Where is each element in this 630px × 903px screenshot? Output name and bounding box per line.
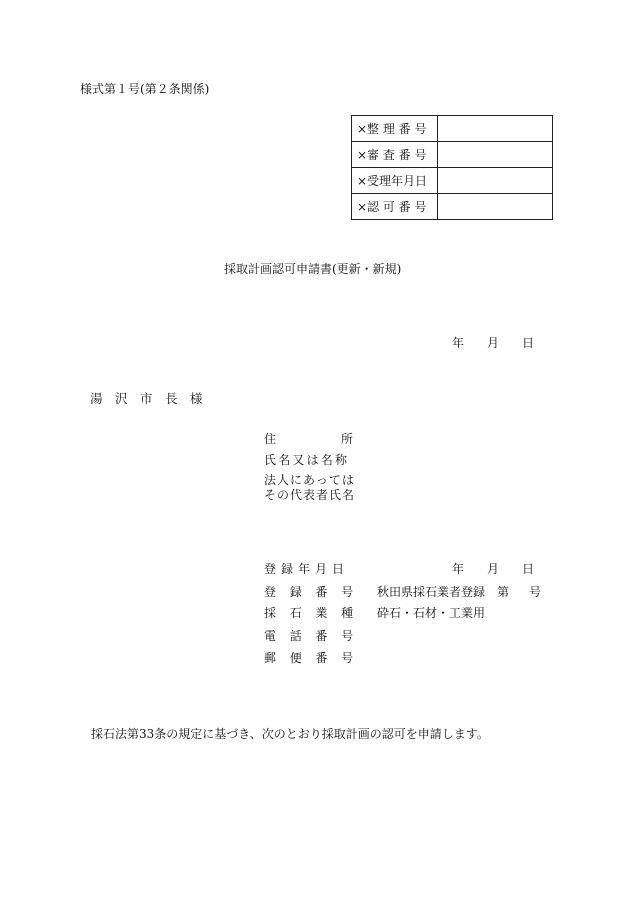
document-title: 採取計画認可申請書(更新・新規) (224, 262, 402, 276)
addressee: 湯 沢 市 長 様 (90, 391, 203, 406)
name-label: 氏名又は名称 (264, 453, 350, 467)
phone-label: 電話番号 (264, 629, 367, 643)
address-label-char: 住 (264, 432, 277, 446)
office-row-label: ×審 査 番 号 (352, 142, 438, 168)
table-row (352, 116, 553, 142)
office-row-value[interactable] (438, 142, 553, 168)
month-label: 月 (486, 336, 499, 350)
registration-number-value: 秋田県採石業者登録 第 (377, 585, 510, 599)
registration-date-label: 登録年月日 (264, 562, 350, 576)
representative-label-line1: 法人にあっては (264, 473, 355, 487)
registration-date (452, 562, 534, 576)
table-row (352, 194, 553, 220)
address-label-char: 所 (340, 432, 353, 446)
day-label: 日 (521, 562, 534, 576)
office-row-value[interactable] (438, 168, 553, 194)
office-row-label: ×整 理 番 号 (352, 116, 438, 142)
postal-code-label: 郵便番号 (264, 651, 367, 665)
office-row-label: ×受理年月日 (352, 168, 438, 194)
month-label: 月 (486, 562, 499, 576)
quarry-type-value: 砕石・石材・工業用 (377, 606, 486, 620)
registration-number-suffix: 号 (529, 585, 542, 599)
form-number: 様式第１号(第２条関係) (80, 82, 210, 96)
day-label: 日 (521, 336, 534, 350)
registration-number-label: 登録番号 (264, 585, 367, 599)
year-label: 年 (452, 336, 465, 350)
year-label: 年 (452, 562, 465, 576)
application-statement: 採石法第33条の規定に基づき、次のとおり採取計画の認可を申請します。 (91, 727, 489, 741)
office-row-label: ×認 可 番 号 (352, 194, 438, 220)
table-row (352, 168, 553, 194)
application-date (452, 336, 534, 350)
office-row-value[interactable] (438, 116, 553, 142)
table-row (352, 142, 553, 168)
quarry-type-label: 採石業種 (264, 606, 367, 620)
office-row-value[interactable] (438, 194, 553, 220)
address-label (264, 432, 353, 446)
office-use-table (351, 115, 553, 220)
representative-label-line2: その代表者氏名 (264, 488, 356, 502)
